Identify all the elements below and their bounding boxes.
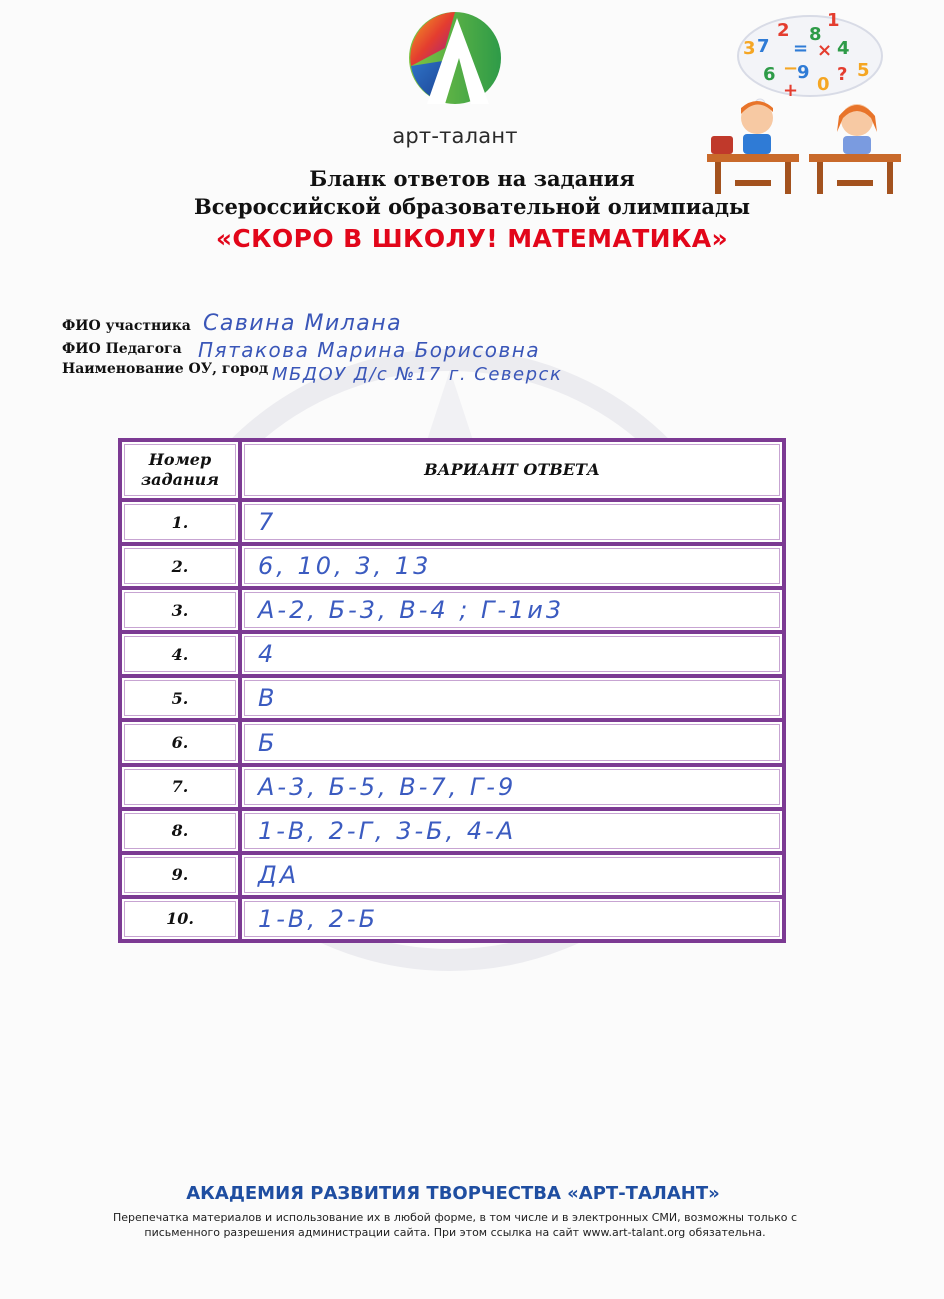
task-number: 8. (122, 811, 238, 851)
task-number: 6. (122, 722, 238, 762)
decor-digit: = (793, 38, 809, 59)
teacher-name: Пятакова Марина Борисовна (198, 338, 541, 362)
decor-digit: × (817, 40, 833, 61)
task-number: 7. (122, 767, 238, 807)
footer-organization: АКАДЕМИЯ РАЗВИТИЯ ТВОРЧЕСТВА «АРТ-ТАЛАНТ» (186, 1183, 720, 1204)
task-answer: В (242, 678, 782, 718)
task-answer: ДА (242, 855, 782, 895)
decor-digit: 9 (797, 62, 810, 83)
column-header-answer: ВАРИАНТ ОТВЕТА (242, 442, 782, 498)
decor-digit: 3 (743, 38, 756, 59)
task-answer: А-3, Б-5, В-7, Г-9 (242, 767, 782, 807)
task-answer: 6, 10, 3, 13 (242, 546, 782, 586)
decor-digit: 1 (827, 10, 840, 31)
column-header-number (122, 442, 238, 498)
task-number: 9. (122, 855, 238, 895)
task-answer: 4 (242, 634, 782, 674)
task-answer: А-2, Б-3, В-4 ; Г-1и3 (242, 590, 782, 630)
column-header-number-line: Номер (148, 450, 212, 469)
footer-note-line: Перепечатка материалов и использование их в любой форме, в том числе и в электронных СМИ, возможны только с (112, 1211, 798, 1224)
participant-label: ФИО участника (62, 318, 191, 334)
task-number: 2. (122, 546, 238, 586)
footer-copyright-note (60, 1210, 850, 1240)
olympiad-title: «СКОРО В ШКОЛУ! МАТЕМАТИКА» (215, 224, 729, 253)
task-answer: 1-В, 2-Г, 3-Б, 4-А (242, 811, 782, 851)
task-answer: 1-В, 2-Б (242, 899, 782, 939)
task-number: 5. (122, 678, 238, 718)
participant-name: Савина Милана (203, 311, 403, 336)
task-number: 1. (122, 502, 238, 542)
school-label: Наименование ОУ, город (62, 361, 269, 377)
decor-digit: 8 (809, 24, 822, 45)
decor-digit: 6 (763, 64, 776, 85)
answers-table (118, 438, 786, 943)
footer-note-line: письменного разрешения администрации сайта. При этом ссылка на сайт www.art-talant.org обязательна. (144, 1226, 766, 1239)
decor-digit: 0 (817, 74, 830, 95)
teacher-label: ФИО Педагога (62, 341, 182, 357)
task-number: 3. (122, 590, 238, 630)
school-name: МБДОУ Д/с №17 г. Северск (272, 364, 563, 385)
form-title-line-2: Всероссийской образовательной олимпиады (194, 194, 750, 219)
task-answer: 7 (242, 502, 782, 542)
decor-digit: ? (837, 64, 848, 85)
decor-digit: − (783, 58, 799, 79)
form-title-line-1: Бланк ответов на задания (309, 166, 635, 191)
column-header-number-line: задания (140, 470, 220, 489)
decor-digit: 2 (777, 20, 790, 41)
decor-digit: + (783, 80, 799, 101)
decor-digit: 7 (757, 36, 770, 57)
brand-name: арт-талант (392, 124, 518, 148)
decor-digit: 4 (837, 38, 850, 59)
art-talant-logo (405, 8, 505, 108)
task-answer: Б (242, 722, 782, 762)
task-number: 4. (122, 634, 238, 674)
decor-digit: 5 (857, 60, 870, 81)
task-number: 10. (122, 899, 238, 939)
